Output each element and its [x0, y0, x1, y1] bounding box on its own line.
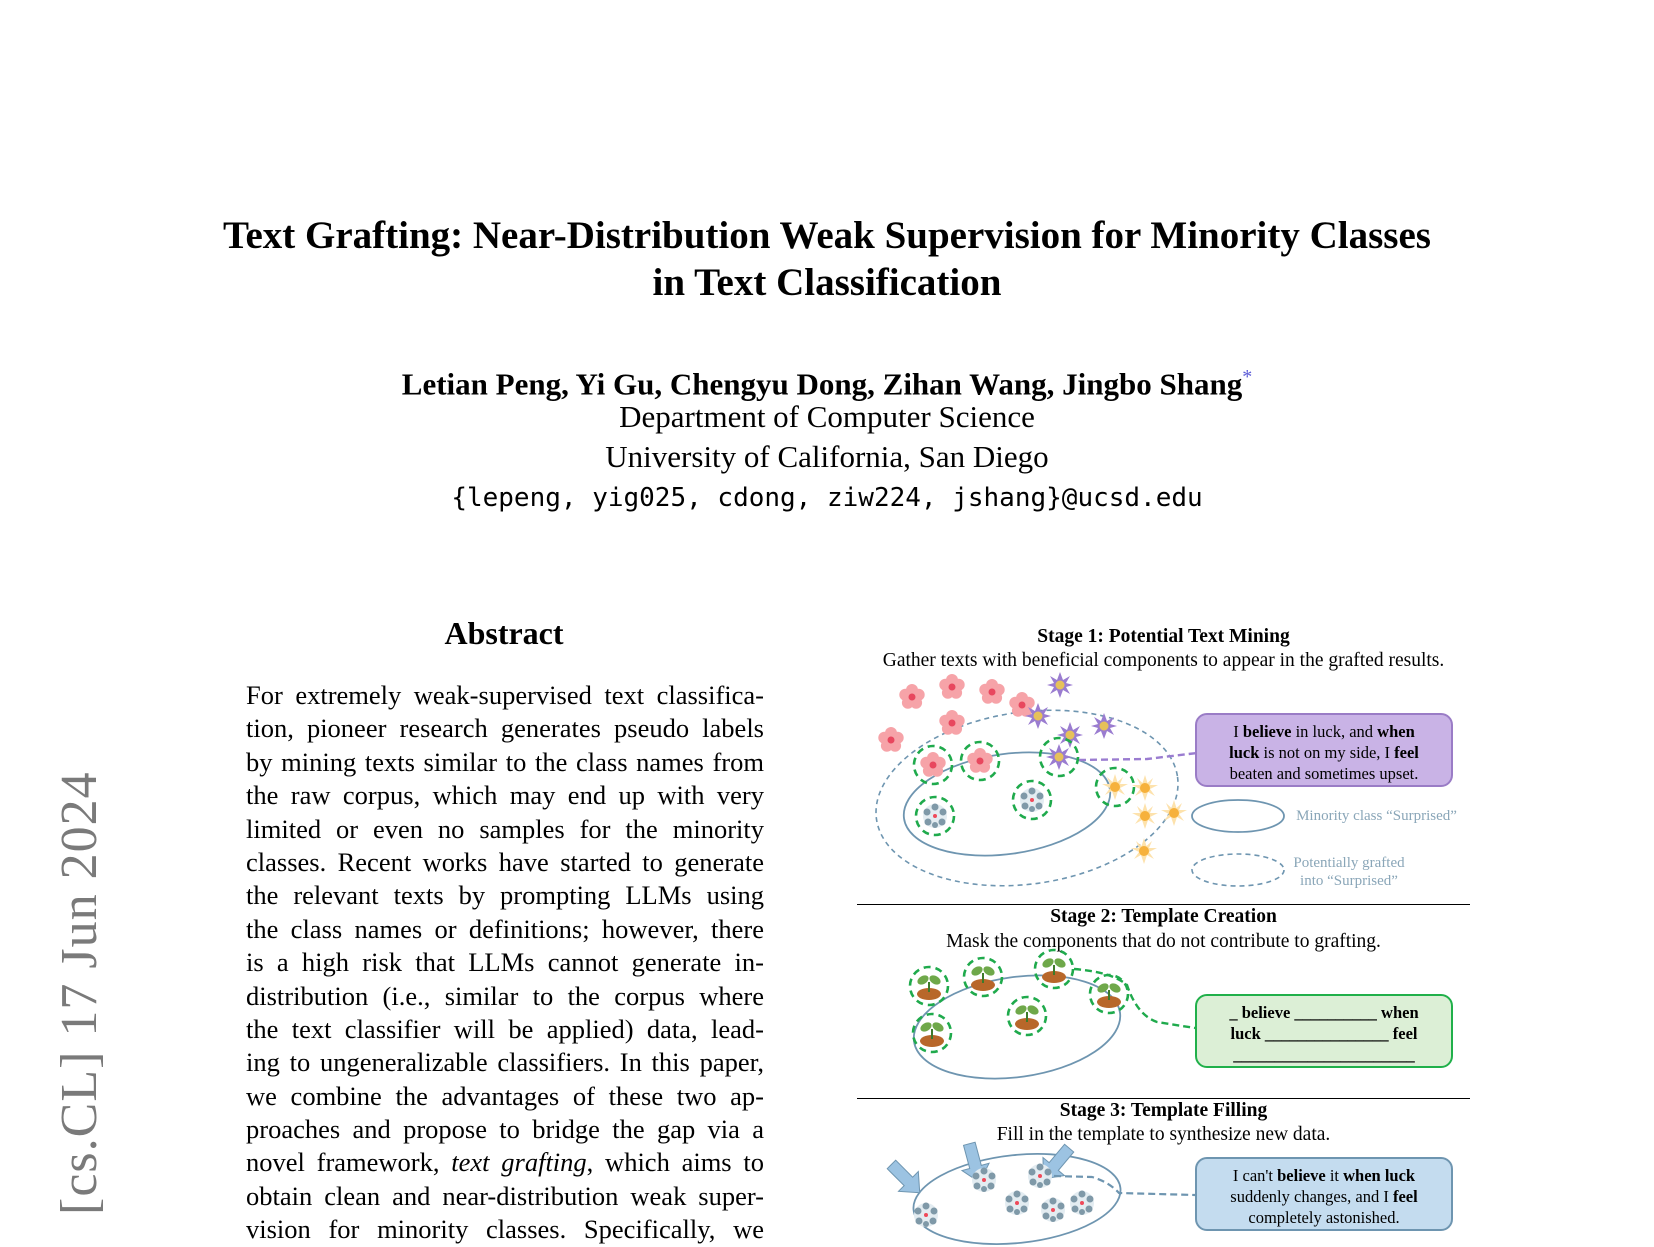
legend-minority-class: Minority class “Surprised”: [1296, 808, 1457, 824]
keyword-feel: feel: [1394, 743, 1419, 762]
stage2-title: Stage 2: Template Creation: [1050, 906, 1277, 927]
keyword-when-luck: when luck: [1343, 1166, 1416, 1185]
stage2-subtitle: Mask the components that do not contribute to grafting.: [946, 931, 1381, 952]
stage3-example-box: [1195, 1157, 1453, 1231]
arxiv-stamp: [cs.CL] 17 Jun 2024: [51, 771, 108, 1215]
stage1-subtitle: Gather texts with beneficial components to appear in the grafted results.: [882, 650, 1445, 671]
author-list: [0, 358, 1654, 403]
abstract-body: [246, 679, 764, 1247]
template-line-3: ______________________: [1233, 1045, 1415, 1064]
abstract-line: For extremely weak-supervised text classifica-: [246, 680, 764, 710]
framework-figure: [857, 620, 1470, 1241]
abstract-line: classes. Recent works have started to generate: [246, 846, 764, 877]
abstract-line-mixed: [246, 1146, 764, 1179]
text: it: [1325, 1166, 1344, 1185]
template-line-2: luck _______________ feel: [1230, 1024, 1418, 1043]
keyword-believe: believe: [1242, 722, 1292, 741]
abstract-text: , which aims to: [586, 1147, 764, 1178]
title-line-1: Text Grafting: Near-Distribution Weak Supervision for Minority Classes: [223, 214, 1431, 257]
abstract-line: the raw corpus, which may end up with very: [246, 780, 764, 811]
legend-line-2: into “Surprised”: [1300, 873, 1398, 889]
author-names: Letian Peng, Yi Gu, Chengyu Dong, Zihan Wang, Jingbo Shang: [401, 366, 1243, 402]
abstract-line: ing to ungeneralizable classifiers. In this paper,: [246, 1047, 764, 1078]
text: in luck, and: [1291, 722, 1378, 741]
stage1-title: Stage 1: Potential Text Mining: [1037, 626, 1290, 647]
legend-line-1: Potentially grafted: [1293, 855, 1405, 871]
title-line-2: in Text Classification: [652, 261, 1002, 304]
legend-potentially-grafted: [1289, 854, 1409, 890]
abstract-line: distribution (i.e., similar to the corpus where: [246, 980, 764, 1011]
abstract-line: proaches and propose to bridge the gap via a: [246, 1114, 764, 1145]
text: completely astonished.: [1248, 1208, 1400, 1227]
abstract-line: limited or even no samples for the minority: [246, 813, 764, 844]
university: University of California, San Diego: [605, 439, 1049, 474]
paper-title: [0, 212, 1654, 306]
abstract-line: by mining texts similar to the class names from: [246, 746, 764, 777]
abstract-line: the text classifier will be applied) data, lead-: [246, 1013, 764, 1044]
keyword-when: when: [1377, 722, 1415, 741]
abstract-line: the relevant texts by prompting LLMs using: [246, 880, 764, 911]
abstract-line: the class names or definitions; however, there: [246, 913, 764, 944]
emphasis-text-grafting: text grafting: [451, 1147, 587, 1178]
stage1-example-box: [1195, 713, 1453, 787]
abstract-line: obtain clean and near-distribution weak super-: [246, 1180, 764, 1211]
keyword-luck: luck: [1229, 743, 1260, 762]
abstract-line: tion, pioneer research generates pseudo labels: [246, 713, 764, 744]
department: Department of Computer Science: [619, 399, 1035, 434]
keyword-believe: believe: [1277, 1166, 1326, 1185]
stage3-subtitle: Fill in the template to synthesize new data.: [996, 1124, 1331, 1145]
abstract-line: is a high risk that LLMs cannot generate in-: [246, 947, 764, 978]
author-emails: {lepeng, yig025, cdong, ziw224, jshang}@ucsd.edu: [451, 483, 1203, 513]
text: I: [1233, 722, 1243, 741]
text: suddenly changes, and I: [1230, 1187, 1393, 1206]
abstract-text: novel framework,: [246, 1147, 452, 1178]
stage3-title: Stage 3: Template Filling: [1059, 1100, 1268, 1121]
corresponding-author-mark[interactable]: *: [1242, 366, 1253, 388]
text: I can't: [1232, 1166, 1278, 1185]
keyword-feel: feel: [1392, 1187, 1418, 1206]
stage2-template-box: [1195, 994, 1453, 1068]
abstract-heading: Abstract: [444, 615, 564, 651]
stage-divider: [857, 904, 1470, 905]
abstract-line: vision for minority classes. Specifically, we: [246, 1214, 764, 1245]
stage-divider: [857, 1098, 1470, 1099]
text: beaten and sometimes upset.: [1229, 764, 1419, 783]
text: is not on my side, I: [1259, 743, 1395, 762]
template-line-1: _ believe __________ when: [1229, 1003, 1419, 1022]
abstract-line: we combine the advantages of these two ap-: [246, 1080, 764, 1111]
